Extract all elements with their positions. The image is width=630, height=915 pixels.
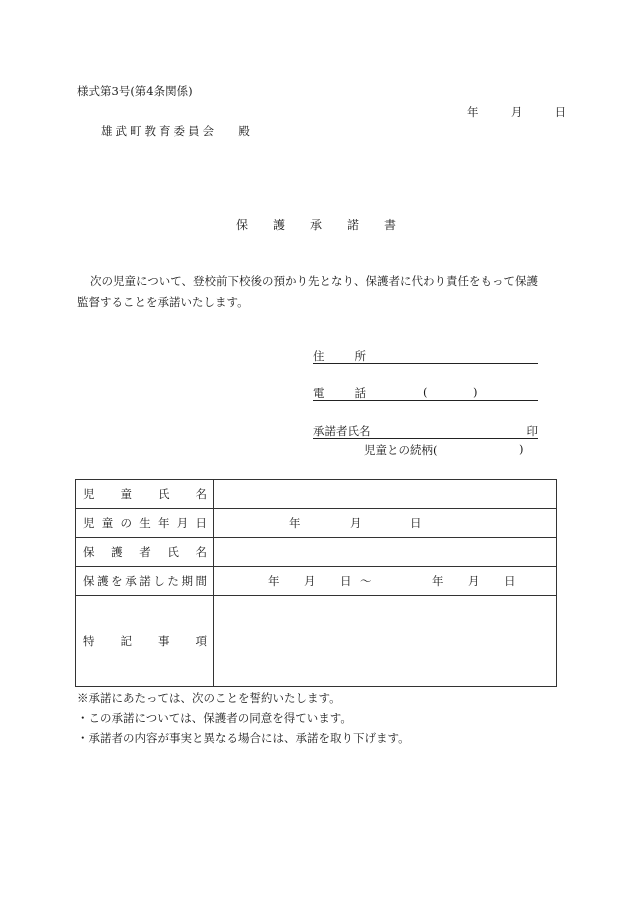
- guardian-name-label: 保 護 者 氏 名: [83, 545, 207, 559]
- consent-period-cell[interactable]: [214, 567, 557, 596]
- address-field[interactable]: [313, 348, 538, 364]
- child-name-cell[interactable]: [214, 480, 557, 509]
- signer-name-label: 承諾者氏名: [313, 424, 371, 438]
- consent-period-label: 保 護 を 承 諾 し た 期 間: [83, 574, 207, 588]
- birth-month-label: 月: [350, 516, 362, 530]
- phone-field[interactable]: [313, 385, 538, 401]
- from-month-label: 月: [304, 574, 316, 588]
- to-year-label: 年: [432, 574, 444, 588]
- special-notes-label: 特 記 事 項: [83, 634, 207, 648]
- consent-details-table: [75, 479, 557, 687]
- body-line-1: 次の児童について、登校前下校後の預かり先となり、保護者に代わり責任をもって保護: [90, 274, 539, 288]
- document-title: 保護承諾書: [236, 218, 422, 232]
- date-day-label: 日: [554, 105, 567, 119]
- pledge-item-1: ・この承諾については、保護者の同意を得ています。: [77, 711, 352, 725]
- phone-paren-close: ): [473, 385, 478, 399]
- table-row: [76, 538, 557, 567]
- from-year-label: 年: [268, 574, 280, 588]
- special-notes-cell[interactable]: [214, 596, 557, 687]
- table-row: [76, 596, 557, 687]
- relation-paren-close: ): [519, 442, 524, 456]
- child-name-label-cell: [76, 480, 214, 509]
- birth-day-label: 日: [410, 516, 422, 530]
- period-tilde: 〜: [360, 574, 372, 588]
- address-label: 住所: [313, 349, 396, 363]
- addressee: [101, 123, 250, 139]
- relation-label: 児童との続柄(: [364, 443, 438, 457]
- to-month-label: 月: [468, 574, 480, 588]
- relation-field[interactable]: [364, 442, 524, 458]
- child-birthdate-label: 児 童 の 生 年 月 日: [83, 516, 207, 530]
- addressee-honorific: 殿: [238, 124, 250, 138]
- phone-label: 電話: [313, 386, 396, 400]
- phone-paren-open: (: [423, 385, 428, 399]
- birth-year-label: 年: [289, 516, 301, 530]
- signer-name-field[interactable]: [313, 423, 538, 439]
- date-year-label: 年: [467, 105, 479, 119]
- special-notes-label-cell: [76, 596, 214, 687]
- date-header: [467, 104, 566, 120]
- from-day-label: 日: [340, 574, 352, 588]
- child-name-label: 児 童 氏 名: [83, 487, 207, 501]
- pledge-note: ※承諾にあたっては、次のことを誓約いたします。: [77, 691, 341, 705]
- child-birthdate-cell[interactable]: [214, 509, 557, 538]
- addressee-name: 雄武町教育委員会: [101, 124, 217, 138]
- pledge-item-2: ・承諾者の内容が事実と異なる場合には、承諾を取り下げます。: [77, 731, 410, 745]
- seal-mark: 印: [526, 424, 538, 438]
- guardian-name-label-cell: [76, 538, 214, 567]
- table-row: [76, 509, 557, 538]
- child-birthdate-label-cell: [76, 509, 214, 538]
- table-row: [76, 480, 557, 509]
- form-number: 様式第3号(第4条関係): [77, 84, 193, 98]
- body-line-2: 監督することを承諾いたします。: [77, 295, 249, 309]
- table-row: [76, 567, 557, 596]
- consent-period-label-cell: [76, 567, 214, 596]
- date-month-label: 月: [510, 105, 523, 119]
- guardian-name-cell[interactable]: [214, 538, 557, 567]
- to-day-label: 日: [504, 574, 516, 588]
